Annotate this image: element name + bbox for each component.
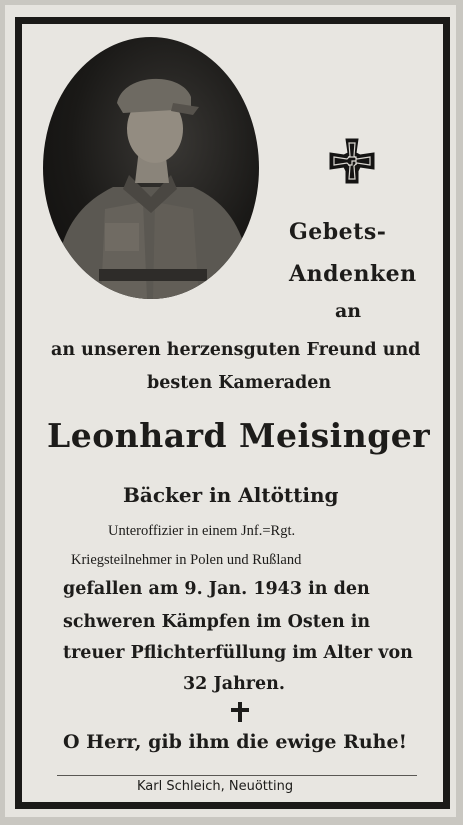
dedication-line-1: an unseren herzensguten Freund und xyxy=(51,340,421,360)
occupation-line: Bäcker in Altötting xyxy=(123,483,339,507)
deceased-name: Leonhard Meisinger xyxy=(47,416,431,455)
latin-cross-icon xyxy=(231,702,249,722)
death-line-2: schweren Kämpfen im Osten in xyxy=(63,612,371,632)
rank-line: Unteroffizier in einem Jnf.=Rgt. xyxy=(108,523,296,539)
soldier-portrait xyxy=(43,37,259,299)
printer-credit: Karl Schleich, Neuötting xyxy=(137,779,294,794)
death-line-1: gefallen am 9. Jan. 1943 in den xyxy=(63,579,370,599)
memorial-card xyxy=(5,5,456,817)
heading-gebets: Gebets- xyxy=(289,219,387,245)
prayer-line: O Herr, gib ihm die ewige Ruhe! xyxy=(63,731,407,753)
dedication-line-2: besten Kameraden xyxy=(147,373,332,393)
service-line: Kriegsteilnehmer in Polen und Rußland xyxy=(71,552,302,568)
divider-rule xyxy=(57,775,417,776)
heading-andenken: Andenken xyxy=(289,261,417,287)
death-line-4: 32 Jahren. xyxy=(183,674,285,694)
iron-cross-icon xyxy=(328,137,376,185)
death-line-3: treuer Pflichterfüllung im Alter von xyxy=(63,643,413,663)
heading-an: an xyxy=(335,300,362,322)
